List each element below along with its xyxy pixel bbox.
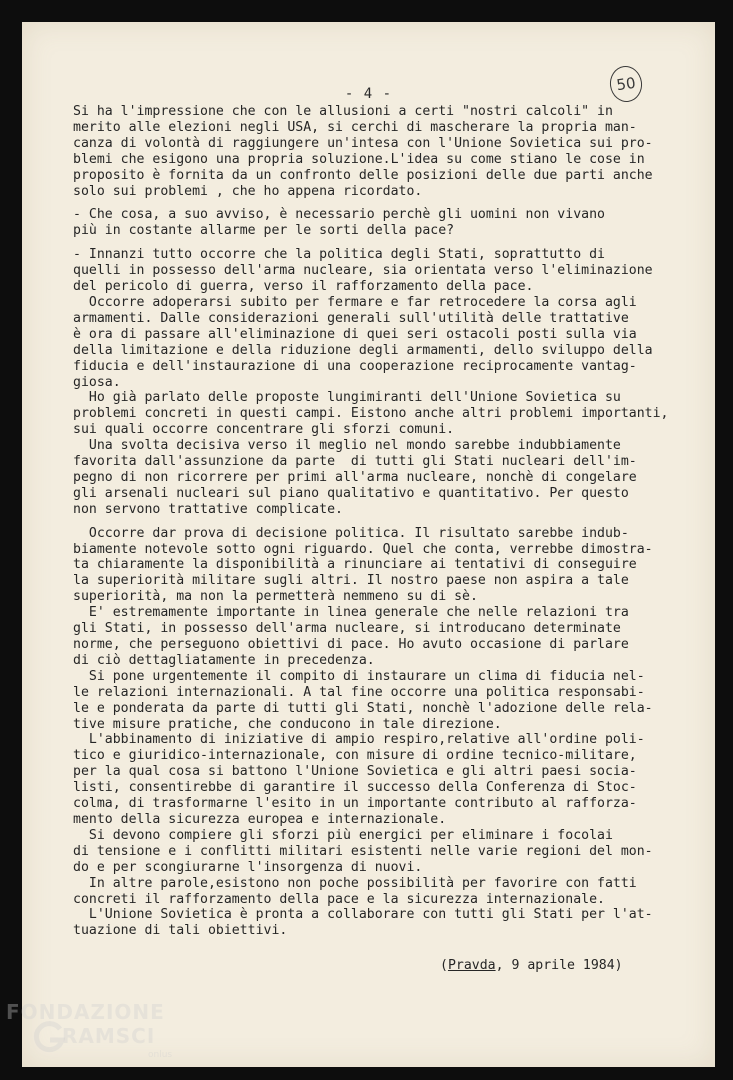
text-line: fiducia e dell'instaurazione di una cooperazione reciprocamente vantag-: [73, 358, 637, 374]
citation-open: (: [440, 958, 448, 973]
text-line: per la qual cosa si battono l'Unione Sovietica e gli altri paesi socia-: [73, 764, 637, 780]
text-line: non servono trattative complicate.: [73, 501, 343, 517]
text-line: In altre parole,esistono non poche possibilità per favorire con fatti: [73, 875, 637, 891]
text-line: L'Unione Sovietica è pronta a collaborare con tutti gli Stati per l'at-: [73, 907, 653, 923]
text-line: canza di volontà di raggiungere un'intesa con l'Unione Sovietica sui pro-: [73, 135, 653, 151]
text-line: Una svolta decisiva verso il meglio nel mondo sarebbe indubbiamente: [73, 438, 621, 454]
text-line: del pericolo di guerra, verso il rafforzamento della pace.: [73, 279, 534, 295]
watermark-line-2: RAMSCI: [62, 1024, 156, 1048]
text-line: sui quali occorre concentrare gli sforzi comuni.: [73, 422, 455, 438]
text-line: solo sui problemi , che ho appena ricordato.: [73, 183, 423, 199]
text-line: L'abbinamento di iniziative di ampio respiro,relative all'ordine poli-: [73, 732, 645, 748]
text-line: biamente notevole sotto ogni riguardo. Quel che conta, verrebbe dimostra-: [73, 541, 653, 557]
watermark-g-logo-icon: [32, 1020, 66, 1054]
text-line: do e per scongiurarne l'insorgenza di nuovi.: [73, 859, 423, 875]
text-line: superiorità, ma non la permetterà nemmeno su di sè.: [73, 589, 478, 605]
text-line: armamenti. Dalle considerazioni generali sull'utilità delle trattative: [73, 310, 629, 326]
text-line: pegno di non ricorrere per primi all'arma nucleare, nonchè di congelare: [73, 469, 637, 485]
text-line: più in costante allarme per le sorti della pace?: [73, 223, 455, 239]
paragraph-gap: [73, 239, 673, 247]
text-line: ta chiaramente la disponibilità a rinunciare ai tentativi di conseguire: [73, 557, 637, 573]
text-line: Si ha l'impressione che con le allusioni a certi "nostri calcoli" in: [73, 104, 613, 119]
text-line: - Che cosa, a suo avviso, è necessario perchè gli uomini non vivano: [73, 207, 605, 223]
text-line: favorita dall'assunzione da parte di tutti gli Stati nucleari dell'im-: [73, 454, 637, 470]
text-line: proposito è fornita da un confronto delle posizioni delle due parti anche: [73, 167, 653, 183]
text-line: le e ponderata da parte di tutti gli Stati, nonchè l'adozione delle rela-: [73, 700, 653, 716]
text-line: listi, consentirebbe di garantire il successo della Conferenza di Stoc-: [73, 780, 637, 796]
paragraph-gap: [73, 518, 673, 526]
text-line: quelli in possesso dell'arma nucleare, sia orientata verso l'eliminazione: [73, 263, 653, 279]
text-line: colma, di trasformarne l'esito in un importante contributo al rafforza-: [73, 796, 637, 812]
text-line: Occorre dar prova di decisione politica. Il risultato sarebbe indub-: [73, 525, 629, 541]
text-line: merito alle elezioni negli USA, si cerchi di mascherare la propria man-: [73, 119, 637, 135]
text-line: Occorre adoperarsi subito per fermare e far retrocedere la corsa agli: [73, 294, 637, 310]
paragraph: [73, 207, 673, 239]
text-line: gli Stati, in possesso dell'arma nucleare, si introducano determinate: [73, 621, 621, 637]
text-line: tico e giuridico-internazionale, con misure di ordine tecnico-militare,: [73, 748, 637, 764]
text-line: problemi concreti in questi campi. Eistono anche altri problemi importanti,: [73, 406, 669, 422]
text-line: la superiorità militare sugli altri. Il nostro paese non aspira a tale: [73, 573, 629, 589]
paragraph: [73, 104, 673, 199]
text-line: Ho già parlato delle proposte lungimiranti dell'Unione Sovietica su: [73, 390, 621, 406]
text-line: di ciò dettagliatamente in precedenza.: [73, 652, 375, 668]
text-line: tuazione di tali obiettivi.: [73, 923, 288, 939]
document-body: [73, 104, 673, 939]
text-line: blemi che esigono una propria soluzione.L'idea su come stiano le cose in: [73, 151, 645, 167]
text-line: le relazioni internazionali. A tal fine occorre una politica responsabi-: [73, 684, 645, 700]
text-line: è ora di passare all'eliminazione di quei seri ostacoli posti sulla via: [73, 326, 637, 342]
page-number: - 4 -: [344, 86, 393, 102]
watermark-line-3: onlus: [148, 1050, 173, 1060]
handwritten-page-stamp: 50: [608, 64, 645, 104]
citation-date: , 9 aprile 1984): [495, 958, 623, 973]
text-line: Si pone urgentemente il compito di instaurare un clima di fiducia nel-: [73, 668, 645, 684]
text-line: di tensione e i conflitti militari esistenti nelle varie regioni del mon-: [73, 843, 653, 859]
text-line: giosa.: [73, 374, 121, 390]
text-line: concreti il rafforzamento della pace e la sicurezza internazionale.: [73, 891, 605, 907]
text-line: mento della sicurezza europea e internazionale.: [73, 811, 447, 827]
archive-watermark: [6, 1000, 206, 1080]
paragraph: [73, 526, 673, 940]
text-line: norme, che perseguono obiettivi di pace. Ho avuto occasione di parlare: [73, 637, 629, 652]
citation-newspaper: Pravda: [447, 958, 496, 973]
text-line: Si devono compiere gli sforzi più energici per eliminare i focolai: [73, 827, 613, 843]
watermark-line-1: FONDAZIONE: [6, 1000, 165, 1024]
text-line: tive misure pratiche, che conducono in tale direzione.: [73, 716, 502, 732]
text-line: gli arsenali nucleari sul piano qualitativo e quantitativo. Per questo: [73, 485, 629, 501]
paragraph: [73, 247, 673, 517]
text-line: della limitazione e della riduzione degli armamenti, dello sviluppo della: [73, 342, 653, 358]
source-citation: [440, 958, 623, 973]
text-line: - Innanzi tutto occorre che la politica degli Stati, soprattutto di: [73, 247, 605, 263]
text-line: E' estremamente importante in linea generale che nelle relazioni tra: [73, 605, 629, 621]
